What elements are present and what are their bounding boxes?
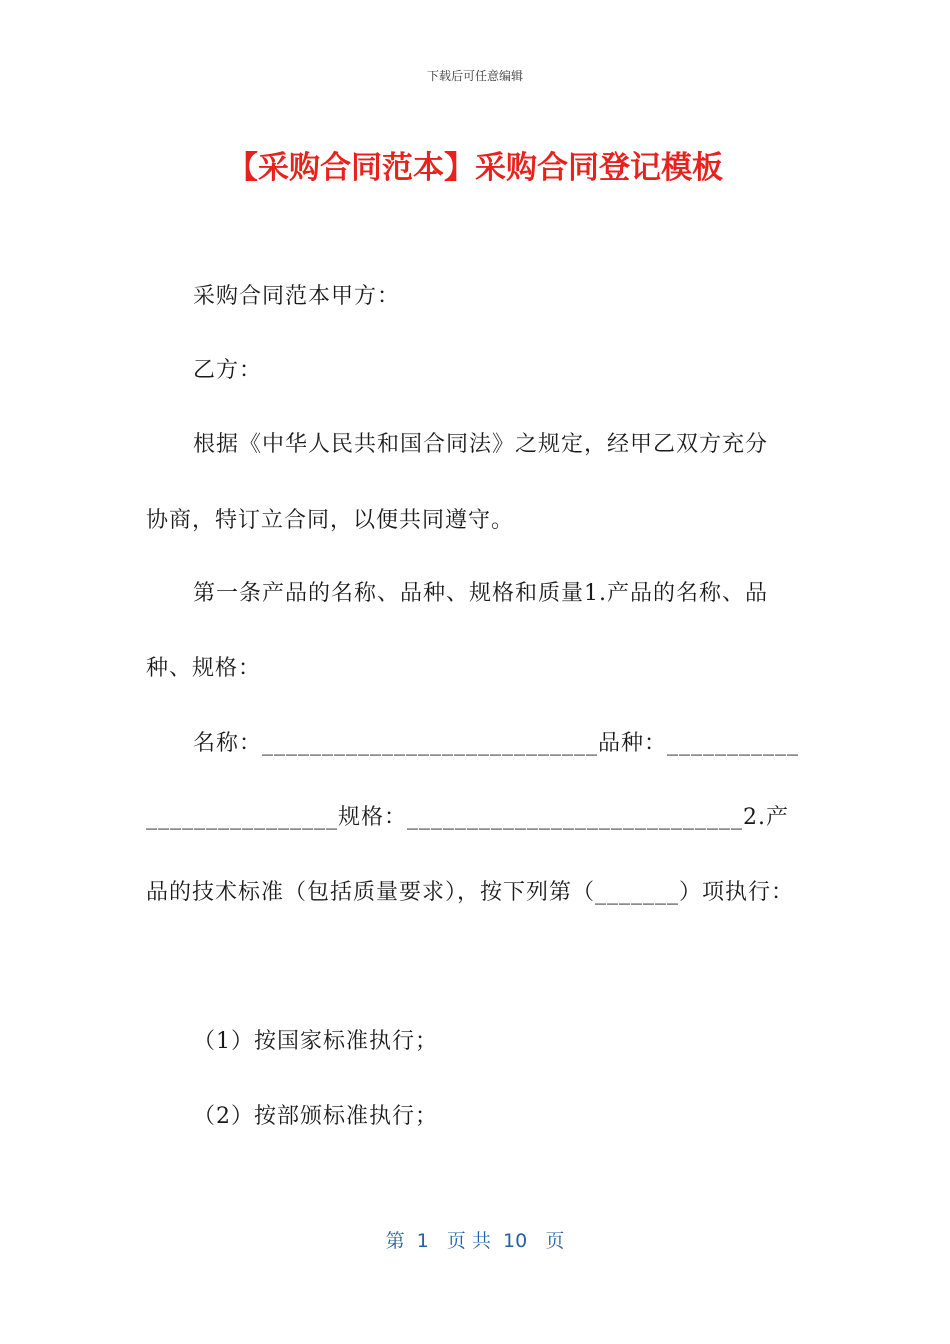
technical-standard-line: 品的技术标准（包括质量要求），按下列第（_______）项执行： [146,880,795,905]
paragraph-party-a: 采购合同范本甲方： [193,284,401,309]
article-one-line1: 第一条产品的名称、品种、规格和质量1.产品的名称、品 [193,581,768,606]
paragraph-basis-line2: 协商，特订立合同，以便共同遵守。 [146,508,515,533]
page-footer-pagination: 第 1 页 共 10 页 [385,1230,565,1252]
document-title: 【采购合同范本】采购合同登记模板 [227,150,723,186]
page-header-note: 下载后可任意编辑 [426,69,523,83]
article-one-line2: 种、规格： [146,656,262,681]
name-variety-fields: 名称：____________________________品种：___________ [193,731,800,756]
option-ministry-standard: （2）按部颁标准执行； [193,1104,438,1129]
paragraph-basis-line1: 根据《中华人民共和国合同法》之规定，经甲乙双方充分 [193,432,769,457]
spec-field-line: ________________规格：____________________________2.产 [146,805,789,830]
option-national-standard: （1）按国家标准执行； [193,1029,438,1054]
paragraph-party-b: 乙方： [193,358,263,383]
